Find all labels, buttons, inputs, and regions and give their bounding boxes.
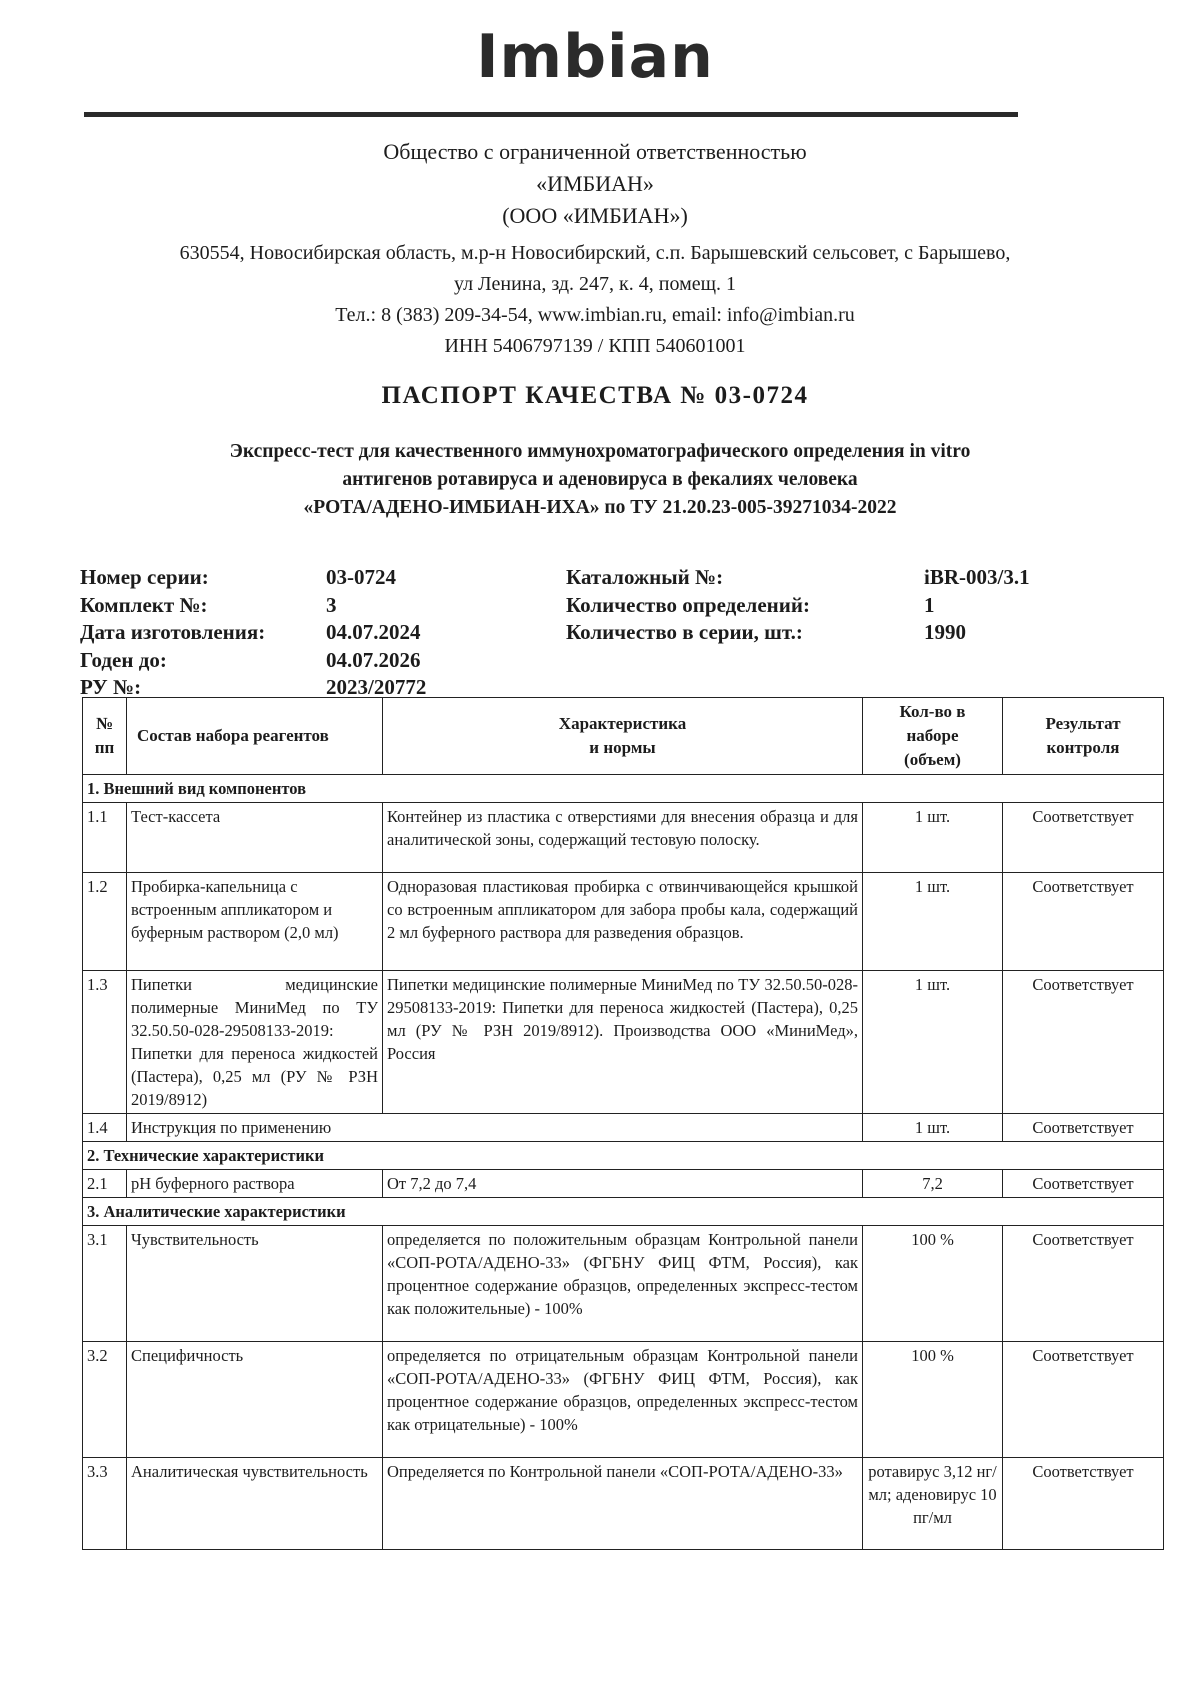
subtitle-line: антигенов ротавируса и аденовируса в фекалиях человека	[342, 469, 858, 490]
row-quantity: 1 шт.	[863, 803, 1003, 873]
row-number: 3.1	[83, 1226, 127, 1342]
subtitle-line: Экспресс-тест для качественного иммунохроматографического определения in vitro	[229, 441, 971, 462]
company-logo: Imbian	[476, 22, 714, 92]
section-title: 2. Технические характеристики	[83, 1142, 1164, 1170]
meta-value: 1990	[924, 620, 966, 644]
meta-row-expiry	[80, 647, 426, 675]
row-result: Соответствует	[1003, 1114, 1164, 1142]
table-row	[83, 1458, 1164, 1550]
row-description: Контейнер из пластика с отверстиями для внесения образца и для аналитической зоны, содержащий тестовую полоску.	[383, 803, 863, 873]
organization-name	[0, 136, 1190, 232]
meta-value: 03-0724	[326, 565, 396, 589]
meta-row-catalog	[566, 564, 1030, 592]
table-row	[83, 803, 1164, 873]
table-row	[83, 1114, 1164, 1142]
row-quantity: 1 шт.	[863, 1114, 1003, 1142]
row-number: 1.4	[83, 1114, 127, 1142]
table-row	[83, 1342, 1164, 1458]
row-component: Специфичность	[127, 1342, 383, 1458]
meta-row-kit	[80, 592, 426, 620]
table-header-row	[83, 698, 1164, 775]
meta-row-manufactured	[80, 619, 426, 647]
row-quantity: ротавирус 3,12 нг/мл; аденовирус 10 пг/мл	[863, 1458, 1003, 1550]
header-number: № пп	[83, 698, 127, 775]
row-result: Соответствует	[1003, 1226, 1164, 1342]
section-row	[83, 1198, 1164, 1226]
address-line: ул Ленина, зд. 247, к. 4, помещ. 1	[453, 273, 737, 295]
section-row	[83, 775, 1164, 803]
header-characteristics: Характеристика и нормы	[383, 698, 863, 775]
org-line: (ООО «ИМБИАН»)	[502, 203, 688, 228]
meta-value: iBR-003/3.1	[924, 565, 1030, 589]
row-quantity: 1 шт.	[863, 873, 1003, 971]
table-row	[83, 873, 1164, 971]
meta-label: Количество определений:	[566, 592, 810, 617]
meta-row-series-quantity	[566, 619, 1030, 647]
row-component: Аналитическая чувствительность	[127, 1458, 383, 1550]
meta-label: Комплект №:	[80, 592, 208, 617]
meta-value: 04.07.2026	[326, 647, 421, 672]
quality-control-table	[82, 697, 1164, 1550]
row-number: 1.1	[83, 803, 127, 873]
product-description	[150, 438, 1050, 522]
row-number: 2.1	[83, 1170, 127, 1198]
table-row	[83, 1170, 1164, 1198]
header-result: Результат контроля	[1003, 698, 1164, 775]
row-component: Пробирка-капельница с встроенным аппликатором и буферным раствором (2,0 мл)	[127, 873, 383, 971]
row-result: Соответствует	[1003, 803, 1164, 873]
row-description: определяется по отрицательным образцам Контрольной панели «СОП-РОТА/АДЕНО-33» (ФГБНУ ФИЦ ФТМ, Россия), как процентное содержание образцов, определенных экспресс-тестом как отрицательные) - 100%	[383, 1342, 863, 1458]
row-description: Определяется по Контрольной панели «СОП-РОТА/АДЕНО-33»	[383, 1458, 863, 1550]
table-row	[83, 1226, 1164, 1342]
row-component: Чувствительность	[127, 1226, 383, 1342]
row-quantity: 1 шт.	[863, 971, 1003, 1114]
meta-label: Дата изготовления:	[80, 620, 266, 644]
row-number: 1.2	[83, 873, 127, 971]
meta-label: Количество в серии, шт.:	[566, 620, 803, 644]
row-result: Соответствует	[1003, 1458, 1164, 1550]
section-row	[83, 1142, 1164, 1170]
row-quantity: 100 %	[863, 1342, 1003, 1458]
row-description: От 7,2 до 7,4	[383, 1170, 863, 1198]
section-title: 1. Внешний вид компонентов	[83, 775, 1164, 803]
row-result: Соответствует	[1003, 971, 1164, 1114]
meta-value: 2023/20772	[326, 675, 427, 699]
contacts-line: Тел.: 8 (383) 209-34-54, www.imbian.ru, email: info@imbian.ru	[335, 304, 855, 326]
address-line: 630554, Новосибирская область, м.р-н Новосибирский, с.п. Барышевский сельсовет, с Барышево,	[179, 242, 1011, 264]
org-line: «ИМБИАН»	[536, 171, 654, 196]
row-description: Пипетки медицинские полимерные МиниМед по ТУ 32.50.50-028-29508133-2019: Пипетки для переноса жидкостей (Пастера), 0,25 мл (РУ № РЗН 2019/8912). Производства ООО «МиниМед», Россия	[383, 971, 863, 1114]
batch-info-right	[566, 564, 1030, 647]
org-line: Общество с ограниченной ответственностью	[383, 139, 807, 164]
row-number: 3.3	[83, 1458, 127, 1550]
row-result: Соответствует	[1003, 873, 1164, 971]
meta-label: Каталожный №:	[566, 565, 724, 589]
document-title: ПАСПОРТ КАЧЕСТВА № 03-0724	[381, 382, 809, 409]
meta-row-series	[80, 564, 426, 592]
row-description: Одноразовая пластиковая пробирка с отвинчивающейся крышкой со встроенным аппликатором для забора пробы кала, содержащий 2 мл буферного раствора для разведения образцов.	[383, 873, 863, 971]
row-quantity: 100 %	[863, 1226, 1003, 1342]
batch-info-left	[80, 564, 426, 702]
header-divider	[84, 112, 1018, 117]
tax-id-line: ИНН 5406797139 / КПП 540601001	[444, 335, 746, 357]
row-component: Инструкция по применению	[127, 1114, 863, 1142]
row-result: Соответствует	[1003, 1170, 1164, 1198]
meta-label: Номер серии:	[80, 565, 209, 589]
table-row	[83, 971, 1164, 1114]
row-description: определяется по положительным образцам Контрольной панели «СОП-РОТА/АДЕНО-33» (ФГБНУ ФИЦ ФТМ, Россия), как процентное содержание образцов, определенных экспресс-тестом как положительные) - 100%	[383, 1226, 863, 1342]
row-result: Соответствует	[1003, 1342, 1164, 1458]
meta-label: Годен до:	[80, 647, 167, 672]
row-quantity: 7,2	[863, 1170, 1003, 1198]
row-component: Тест-кассета	[127, 803, 383, 873]
header-composition: Состав набора реагентов	[127, 698, 383, 775]
organization-contacts	[0, 238, 1190, 362]
header-quantity: Кол-во в наборе (объем)	[863, 698, 1003, 775]
meta-value: 04.07.2024	[326, 620, 421, 644]
meta-row-determinations	[566, 592, 1030, 620]
row-component: Пипетки медицинские полимерные МиниМед по ТУ 32.50.50-028-29508133-2019: Пипетки для переноса жидкостей (Пастера), 0,25 мл (РУ № РЗН 2019/8912)	[127, 971, 383, 1114]
meta-label: РУ №:	[80, 675, 142, 699]
row-component: pH буферного раствора	[127, 1170, 383, 1198]
row-number: 3.2	[83, 1342, 127, 1458]
section-title: 3. Аналитические характеристики	[83, 1198, 1164, 1226]
subtitle-line: «РОТА/АДЕНО-ИМБИАН-ИХА» по ТУ 21.20.23-005-39271034-2022	[303, 497, 897, 518]
meta-value: 3	[326, 592, 337, 617]
meta-value: 1	[924, 592, 935, 617]
row-number: 1.3	[83, 971, 127, 1114]
